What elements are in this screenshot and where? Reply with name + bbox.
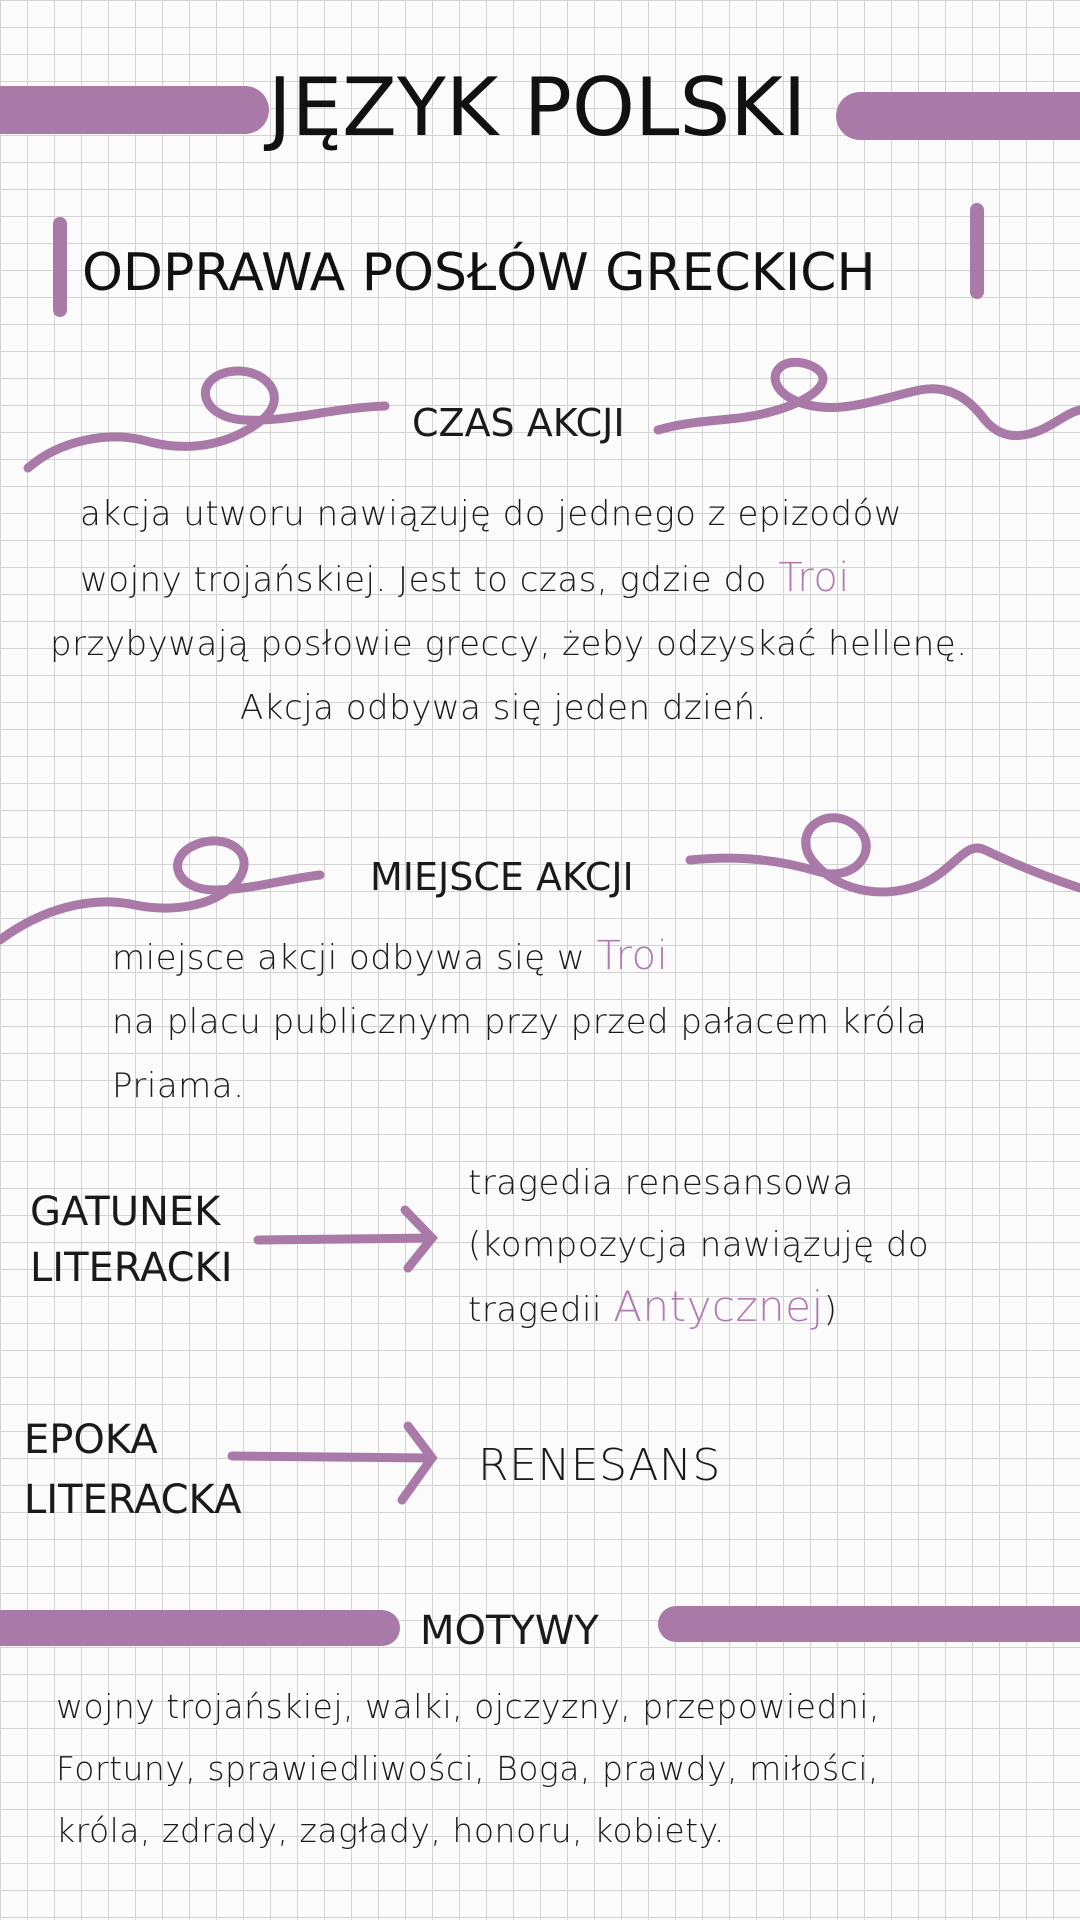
section-motywy-heading: MOTYWY bbox=[420, 1608, 599, 1654]
section-miejsce-heading: MIEJSCE AKCJI bbox=[370, 855, 634, 899]
czas-line-4: Akcja odbywa się jeden dzień. bbox=[240, 688, 768, 728]
arrow-epoka-shaft bbox=[232, 1456, 428, 1458]
epoka-value: RENESANS bbox=[478, 1440, 721, 1491]
miejsce-line-2: na placu publicznym przy przed pałacem króla bbox=[112, 1002, 928, 1042]
miejsce-line-3: Priama. bbox=[112, 1066, 245, 1106]
squiggle-miejsce-right bbox=[690, 818, 1080, 892]
motywy-line-1: wojny trojańskiej, walki, ojczyzny, przepowiedni, bbox=[56, 1687, 880, 1726]
epoka-label bbox=[24, 1410, 241, 1530]
gatunek-value-line-1: tragedia renesansowa bbox=[468, 1163, 855, 1203]
section-motywy-body bbox=[56, 1676, 880, 1862]
gatunek-label bbox=[30, 1184, 233, 1296]
squiggle-czas-left bbox=[28, 371, 385, 468]
arrow-epoka-head bbox=[402, 1426, 432, 1500]
epoka-label-line-2: LITERACKA bbox=[24, 1477, 242, 1523]
gatunek-value-line-3-text: tragedii bbox=[468, 1290, 614, 1330]
miejsce-line-1 bbox=[112, 924, 927, 990]
czas-line-2 bbox=[0, 546, 1080, 612]
gatunek-value-line-3-close: ) bbox=[823, 1290, 838, 1330]
gatunek-value-line-2: (kompozycja nawiązuję do bbox=[468, 1225, 930, 1265]
motywy-line-3: króla, zdrady, zagłady, honoru, kobiety. bbox=[56, 1811, 725, 1850]
gatunek-value-line-3 bbox=[468, 1276, 929, 1341]
czas-highlight-troi: Troi bbox=[778, 555, 850, 601]
czas-line-2-text: wojny trojańskiej. Jest to czas, gdzie do bbox=[80, 560, 779, 600]
gatunek-value bbox=[468, 1152, 929, 1341]
section-miejsce-body bbox=[112, 924, 927, 1118]
miejsce-line-1-text: miejsce akcji odbywa się w bbox=[112, 938, 597, 978]
page-subtitle: ODPRAWA POSŁÓW GRECKICH bbox=[82, 243, 876, 303]
page-title: JĘZYK POLSKI bbox=[268, 61, 807, 154]
gatunek-highlight-antycznej: Antycznej bbox=[613, 1282, 824, 1331]
gatunek-label-line-1: GATUNEK bbox=[30, 1189, 221, 1235]
section-czas-heading: CZAS AKCJI bbox=[412, 401, 625, 445]
miejsce-highlight-troi: Troi bbox=[596, 933, 669, 979]
czas-line-1: akcja utworu nawiązuję do jednego z epizodów bbox=[80, 494, 903, 534]
czas-line-3: przybywają posłowie greccy, żeby odzyskać hellenę. bbox=[50, 624, 968, 664]
motywy-line-2: Fortuny, sprawiedliwości, Boga, prawdy, miłości, bbox=[56, 1749, 880, 1788]
epoka-label-line-1: EPOKA bbox=[24, 1417, 158, 1463]
section-czas-body bbox=[0, 482, 1080, 740]
squiggle-czas-right bbox=[658, 362, 1080, 435]
arrow-gatunek-shaft bbox=[258, 1238, 432, 1240]
gatunek-label-line-2: LITERACKI bbox=[30, 1245, 233, 1291]
